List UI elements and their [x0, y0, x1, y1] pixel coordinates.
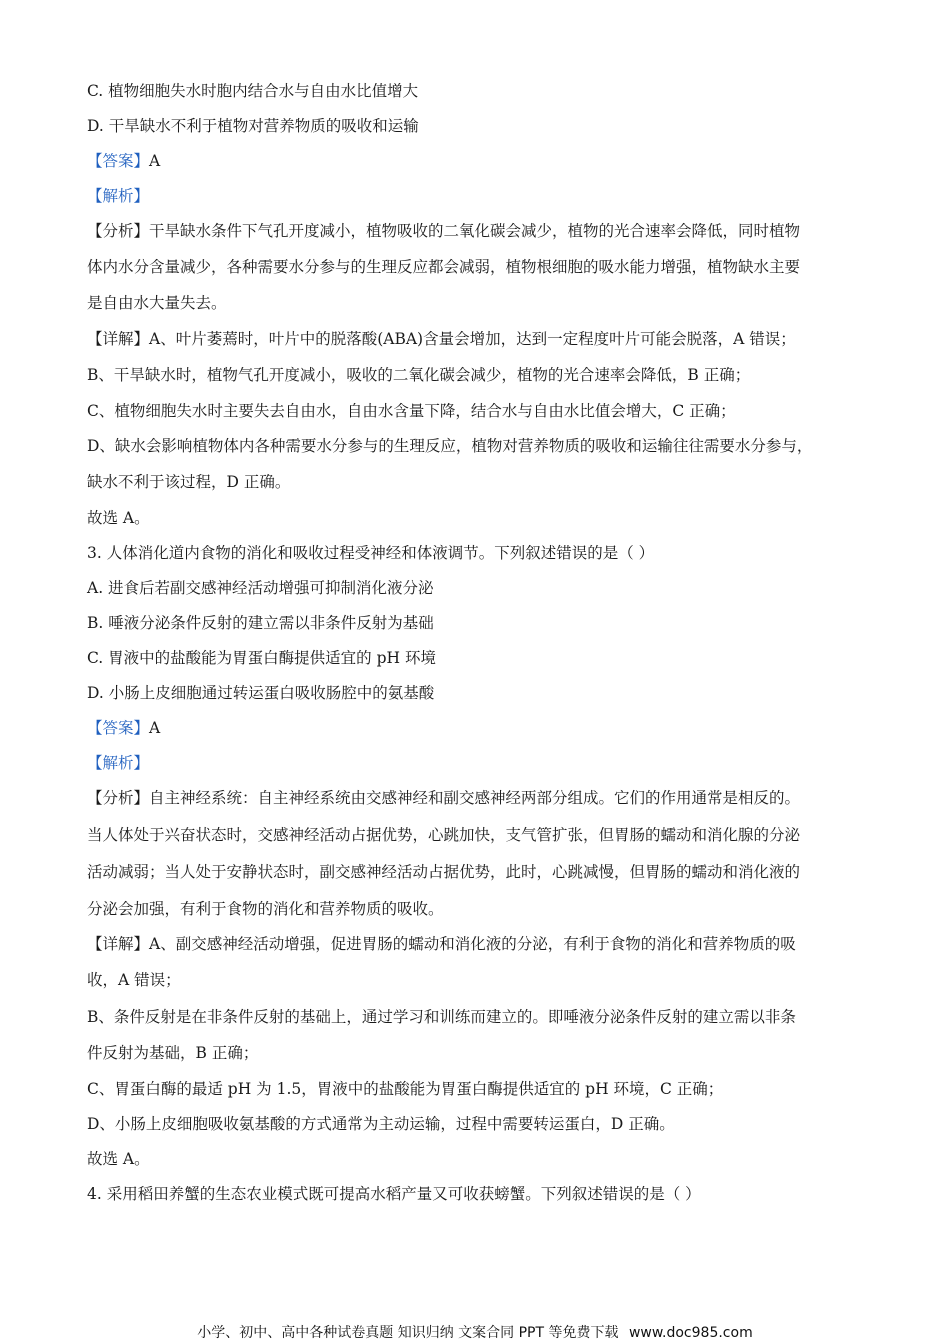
q3-xiangjie-line-5: C、胃蛋白酶的最适 pH 为 1.5，胃液中的盐酸能为胃蛋白酶提供适宜的 pH 环境，C 正确； — [87, 1080, 724, 1098]
q2-option-d: D. 干旱缺水不利于植物对营养物质的吸收和运输 — [87, 117, 419, 135]
q2-xiangjie-line-4: D、缺水会影响植物体内各种需要水分参与的生理反应，植物对营养物质的吸收和运输往往需要水分参与， — [87, 437, 813, 455]
fenxi-tag: 【分析】 — [87, 789, 150, 807]
q2-option-c: C. 植物细胞失水时胞内结合水与自由水比值增大 — [87, 82, 419, 100]
q2-choose: 故选 A。 — [87, 509, 150, 527]
answer-value: A — [149, 719, 161, 737]
q3-option-c: C. 胃液中的盐酸能为胃蛋白酶提供适宜的 pH 环境 — [87, 649, 436, 667]
q3-option-b: B. 唾液分泌条件反射的建立需以非条件反射为基础 — [87, 614, 434, 632]
fenxi-text: 自主神经系统：自主神经系统由交感神经和副交感神经两部分组成。它们的作用通常是相反的。 — [149, 789, 801, 807]
q2-answer — [87, 150, 160, 172]
q2-xiangjie-line-1 — [87, 328, 796, 350]
fenxi-tag: 【分析】 — [87, 222, 150, 240]
answer-tag: 【答案】 — [87, 152, 150, 170]
xiangjie-tag: 【详解】 — [87, 935, 150, 953]
q3-fenxi-line-2: 当人体处于兴奋状态时，交感神经活动占据优势，心跳加快，支气管扩张，但胃肠的蠕动和消化腺的分泌 — [87, 826, 801, 844]
answer-value: A — [149, 152, 161, 170]
xiangjie-text: A、副交感神经活动增强，促进胃肠的蠕动和消化液的分泌，有利于食物的消化和营养物质的吸 — [149, 935, 796, 953]
q3-xiangjie-line-2: 收，A 错误； — [87, 971, 181, 989]
q3-xiangjie-line-4: 件反射为基础，B 正确； — [87, 1044, 259, 1062]
q2-xiangjie-line-3: C、植物细胞失水时主要失去自由水，自由水含量下降，结合水与自由水比值会增大，C 正确； — [87, 402, 736, 420]
fenxi-text: 干旱缺水条件下气孔开度减小，植物吸收的二氧化碳会减少，植物的光合速率会降低，同时植物 — [149, 222, 801, 240]
q2-analysis-tag: 【解析】 — [87, 187, 150, 205]
q2-xiangjie-line-2: B、干旱缺水时，植物气孔开度减小，吸收的二氧化碳会减少，植物的光合速率会降低，B 正确； — [87, 366, 751, 384]
q3-xiangjie-line-6: D、小肠上皮细胞吸收氨基酸的方式通常为主动运输，过程中需要转运蛋白，D 正确。 — [87, 1115, 675, 1133]
q3-fenxi-line-4: 分泌会加强，有利于食物的消化和营养物质的吸收。 — [87, 900, 444, 918]
q3-fenxi-line-1 — [87, 787, 800, 809]
answer-tag: 【答案】 — [87, 719, 150, 737]
q2-fenxi-line-3: 是自由水大量失去。 — [87, 294, 227, 312]
xiangjie-tag: 【详解】 — [87, 330, 150, 348]
page-footer — [0, 1322, 950, 1342]
q4-stem: 4. 采用稻田养蟹的生态农业模式既可提高水稻产量又可收获螃蟹。下列叙述错误的是（ ） — [87, 1185, 701, 1203]
q3-option-a: A. 进食后若副交感神经活动增强可抑制消化液分泌 — [87, 579, 434, 597]
q2-fenxi-line-1 — [87, 220, 800, 242]
q3-fenxi-line-3: 活动减弱；当人处于安静状态时，副交感神经活动占据优势，此时，心跳减慢，但胃肠的蠕动和消化液的 — [87, 863, 801, 881]
footer-text: 小学、初中、高中各种试卷真题 知识归纳 文案合同 PPT 等免费下载 — [197, 1325, 619, 1341]
q3-choose: 故选 A。 — [87, 1150, 150, 1168]
q2-xiangjie-line-5: 缺水不利于该过程，D 正确。 — [87, 473, 291, 491]
xiangjie-text: A、叶片萎蔫时，叶片中的脱落酸(ABA)含量会增加，达到一定程度叶片可能会脱落，A 错误； — [149, 330, 796, 348]
q3-analysis-tag: 【解析】 — [87, 754, 150, 772]
q2-fenxi-line-2: 体内水分含量减少，各种需要水分参与的生理反应都会减弱，植物根细胞的吸水能力增强，植物缺水主要 — [87, 258, 801, 276]
q3-xiangjie-line-1 — [87, 933, 796, 955]
q3-answer — [87, 717, 160, 739]
q3-xiangjie-line-3: B、条件反射是在非条件反射的基础上，通过学习和训练而建立的。即唾液分泌条件反射的建立需以非条 — [87, 1008, 796, 1026]
q3-option-d: D. 小肠上皮细胞通过转运蛋白吸收肠腔中的氨基酸 — [87, 684, 435, 702]
footer-site-link[interactable]: www.doc985.com — [628, 1325, 753, 1341]
q3-stem: 3. 人体消化道内食物的消化和吸收过程受神经和体液调节。下列叙述错误的是（ ） — [87, 544, 655, 562]
